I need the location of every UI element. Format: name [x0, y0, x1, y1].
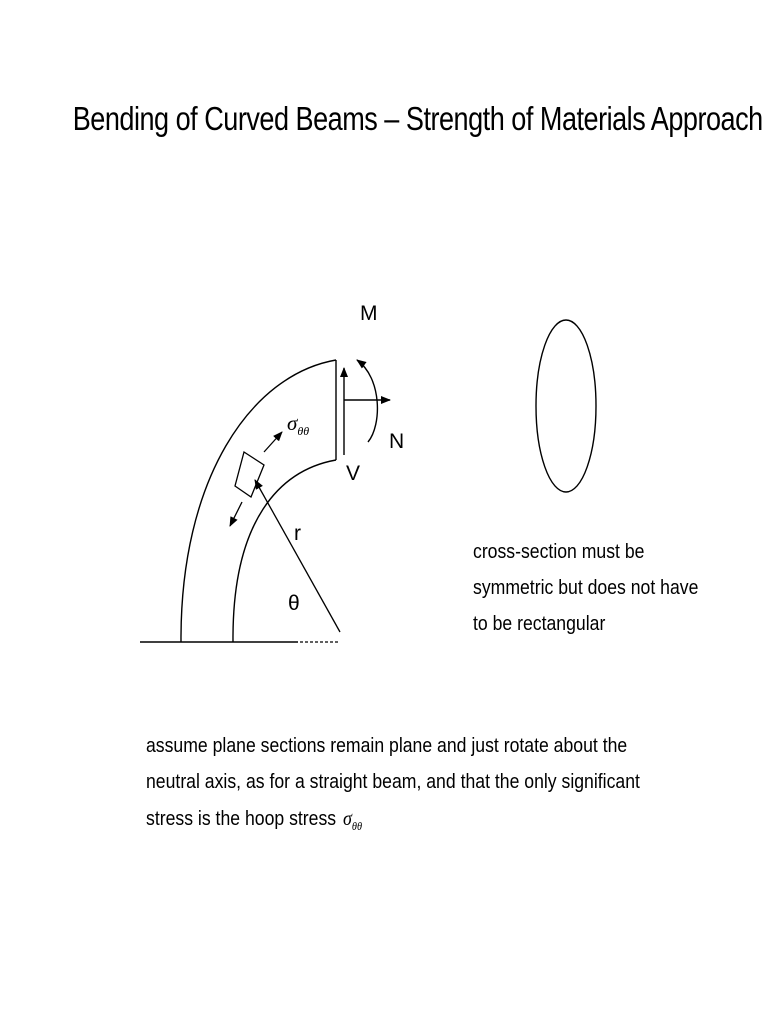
moment-arrow: [357, 360, 377, 442]
radius-label: r: [294, 522, 301, 545]
stress-element: [235, 452, 264, 497]
hoop-stress-arrow-up: [264, 432, 282, 452]
inline-sigma: σ: [342, 806, 352, 830]
cross-section-note: [473, 534, 698, 642]
stress-sigma: σ: [287, 411, 298, 435]
beam-outer-edge: [181, 360, 336, 642]
hoop-stress-label: [287, 411, 309, 438]
assumption-note: [146, 728, 640, 844]
beam-inner-edge: [233, 460, 336, 642]
page-title: Bending of Curved Beams – Strength of Materials Approach: [72, 100, 763, 137]
stress-subscript: θθ: [297, 424, 310, 438]
hoop-stress-arrow-down: [230, 502, 242, 526]
note-line: neutral axis, as for a straight beam, and that the only significant: [146, 770, 640, 793]
note-line-with-symbol: [146, 800, 640, 844]
angle-label: θ: [288, 592, 300, 615]
hoop-stress-symbol: [342, 806, 363, 834]
cross-section-ellipse: [536, 320, 596, 492]
note-line: assume plane sections remain plane and just rotate about the: [146, 734, 628, 757]
note-line: symmetric but does not have: [473, 576, 699, 599]
inline-subscript: θθ: [351, 819, 363, 834]
note-line: stress is the hoop stress: [146, 807, 337, 830]
note-line: cross-section must be: [473, 540, 645, 563]
normal-force-label: N: [389, 430, 405, 453]
moment-label: M: [360, 302, 378, 325]
note-line: to be rectangular: [473, 612, 606, 635]
shear-force-label: V: [346, 462, 361, 485]
